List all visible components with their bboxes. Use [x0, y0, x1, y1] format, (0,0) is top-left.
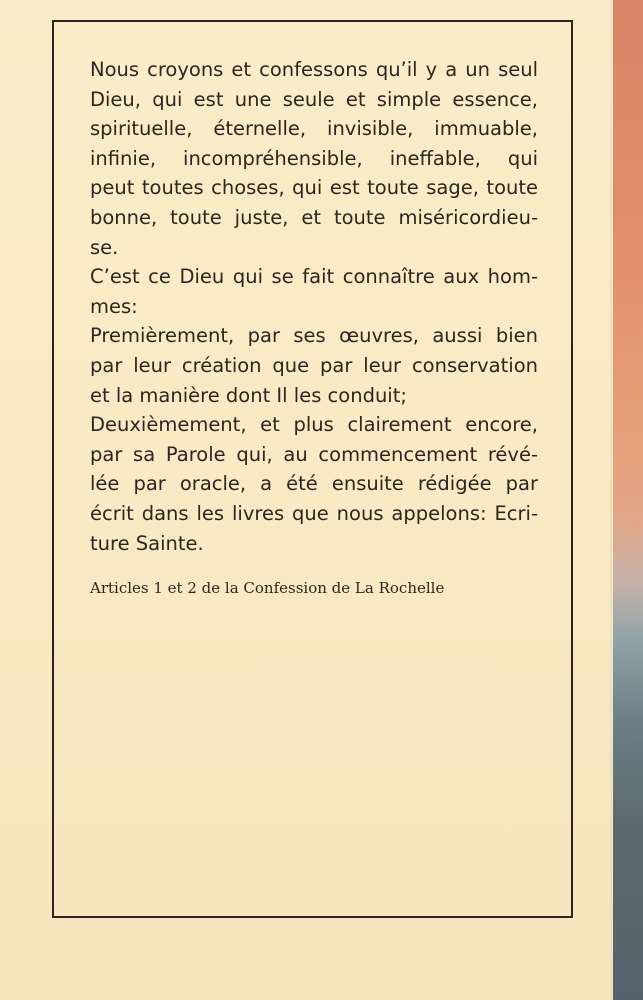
text-line: par sa Parole qui, au commencement révé-: [90, 442, 538, 466]
text-line: Nous croyons et confessons qu’il y a un seul: [90, 58, 538, 81]
text-line: Dieu, qui est une seule et simple essence,: [90, 87, 538, 111]
book-spine-edge: [613, 0, 643, 1000]
text-line: peut toutes choses, qui est toute sage, toute: [90, 176, 538, 200]
text-line: lée par oracle, a été ensuite rédigée par: [90, 472, 538, 496]
text-line: Deuxièmement, et plus clairement encore,: [90, 413, 538, 437]
text-line: et la manière dont Il les conduit;: [90, 383, 407, 407]
text-line: se.: [90, 235, 119, 259]
text-line: infinie, incompréhensible, ineffable, qui: [90, 146, 538, 170]
confession-text: [90, 55, 538, 558]
text-line: ture Sainte.: [90, 531, 204, 555]
text-line: écrit dans les livres que nous appelons: Ecri-: [90, 501, 538, 525]
text-line: Premièrement, par ses œuvres, aussi bien: [90, 324, 538, 348]
citation: Articles 1 et 2 de la Confession de La Rochelle: [90, 579, 445, 597]
text-line: par leur création que par leur conservation: [90, 353, 538, 377]
text-line: mes:: [90, 294, 138, 318]
text-line: C’est ce Dieu qui se fait connaître aux hom-: [90, 265, 538, 289]
text-line: spirituelle, éternelle, invisible, immuable,: [90, 117, 538, 141]
text-line: bonne, toute juste, et toute miséricordieu-: [90, 205, 538, 229]
